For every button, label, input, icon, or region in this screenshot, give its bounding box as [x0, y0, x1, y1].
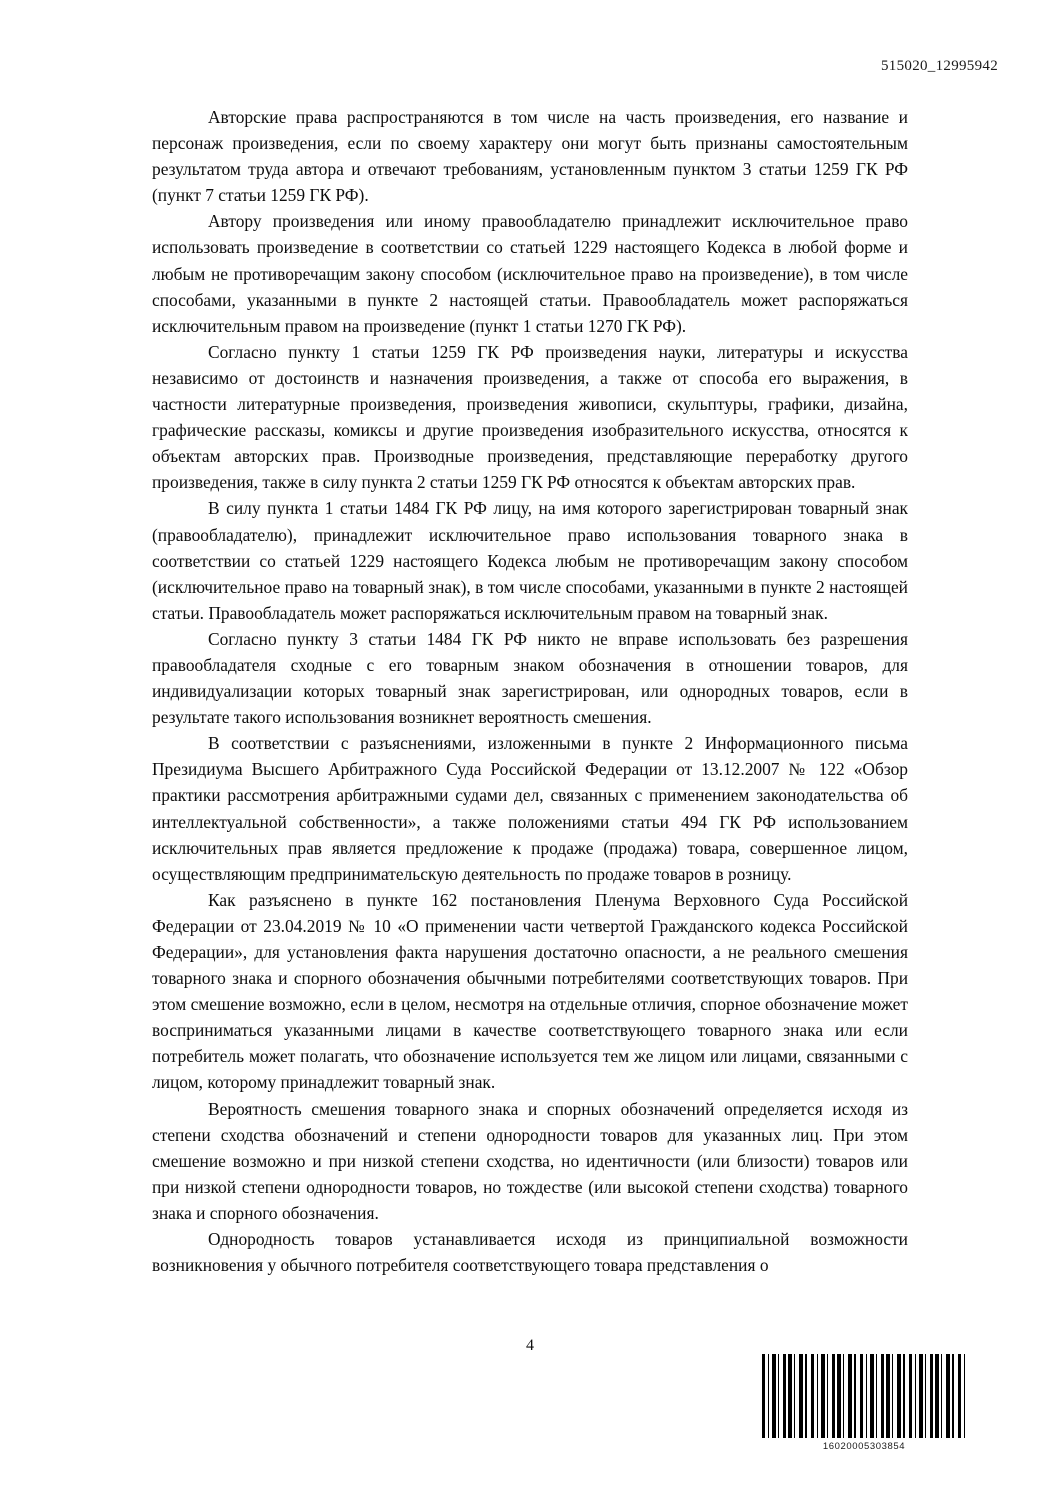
document-code: 515020_12995942 [881, 58, 998, 74]
paragraph: Автору произведения или иному правообладателю принадлежит исключительное право использовать произведение в соответствии со статьей 1229 настоящего Кодекса в любой форме и любым не противоречащим закону способом (исключительное право на произведение), в том числе способами, указанными в пункте 2 настоящей статьи. Правообладатель может распоряжаться исключительным правом на произведение (пункт 1 статьи 1270 ГК РФ). [152, 211, 908, 336]
paragraph: Однородность товаров устанавливается исходя из принципиальной возможности возникновения у обычного потребителя соответствующего товара представления о [152, 1229, 908, 1276]
barcode-caption: 16020005303854 [822, 1441, 906, 1452]
paragraph: В соответствии с разъяснениями, изложенными в пункте 2 Информационного письма Президиума Высшего Арбитражного Суда Российской Федерации от 13.12.2007 № 122 «Обзор практики рассмотрения арбитражными судами дел, связанных с применением законодательства об интеллектуальной собственности», а также положениями статьи 494 ГК РФ использованием исключительных прав является предложение к продаже (продажа) товара, совершенное лицом, осуществляющим предпринимательскую деятельность по продаже товаров в розницу. [152, 733, 908, 884]
page-number: 4 [526, 1337, 534, 1354]
barcode-icon [762, 1354, 966, 1438]
paragraph: Согласно пункту 3 статьи 1484 ГК РФ никто не вправе использовать без разрешения правообладателя сходные с его товарным знаком обозначения в отношении товаров, для индивидуализации которых товарный знак зарегистрирован, или однородных товаров, если в результате такого использования возникнет вероятность смешения. [152, 628, 908, 728]
paragraph: Как разъяснено в пункте 162 постановления Пленума Верховного Суда Российской Федерации от 23.04.2019 № 10 «О применении части четвертой Гражданского кодекса Российской Федерации», для установления факта нарушения достаточно опасности, а не реального смешения товарного знака и спорного обозначения обычными потребителями соответствующих товаров. При этом смешение возможно, если в целом, несмотря на отдельные отличия, спорное обозначение может восприниматься указанными лицами в качестве соответствующего товарного знака или если потребитель может полагать, что обозначение используется тем же лицом или лицами, связанными с лицом, которому принадлежит товарный знак. [152, 889, 908, 1093]
paragraph: В силу пункта 1 статьи 1484 ГК РФ лицу, на имя которого зарегистрирован товарный знак (правообладателю), принадлежит исключительное право использования товарного знака в соответствии со статьей 1229 настоящего Кодекса любым не противоречащим закону способом (исключительное право на товарный знак), в том числе способами, указанными в пункте 2 настоящей статьи. Правообладатель может распоряжаться исключительным правом на товарный знак. [152, 498, 908, 623]
paragraph: Авторские права распространяются в том числе на часть произведения, его название и персонаж произведения, если по своему характеру они могут быть признаны самостоятельным результатом труда автора и отвечают требованиям, установленным пунктом 3 статьи 1259 ГК РФ (пункт 7 статьи 1259 ГК РФ). [152, 107, 908, 206]
paragraph: Согласно пункту 1 статьи 1259 ГК РФ произведения науки, литературы и искусства независимо от достоинств и назначения произведения, а также от способа его выражения, в частности литературные произведения, произведения живописи, скульптуры, графики, дизайна, графические рассказы, комиксы и другие произведения изобразительного искусства, относятся к объектам авторских прав. Производные произведения, представляющие переработку другого произведения, также в силу пункта 2 статьи 1259 ГК РФ относятся к объектам авторских прав. [152, 341, 908, 493]
paragraph: Вероятность смешения товарного знака и спорных обозначений определяется исходя из степени сходства обозначений и степени однородности товаров для указанных лиц. При этом смешение возможно и при низкой степени сходства, но идентичности (или близости) товаров или при низкой степени однородности товаров, но тождестве (или высокой степени сходства) товарного знака и спорного обозначения. [152, 1098, 908, 1223]
document-body [152, 104, 908, 1278]
barcode-block [762, 1354, 966, 1452]
